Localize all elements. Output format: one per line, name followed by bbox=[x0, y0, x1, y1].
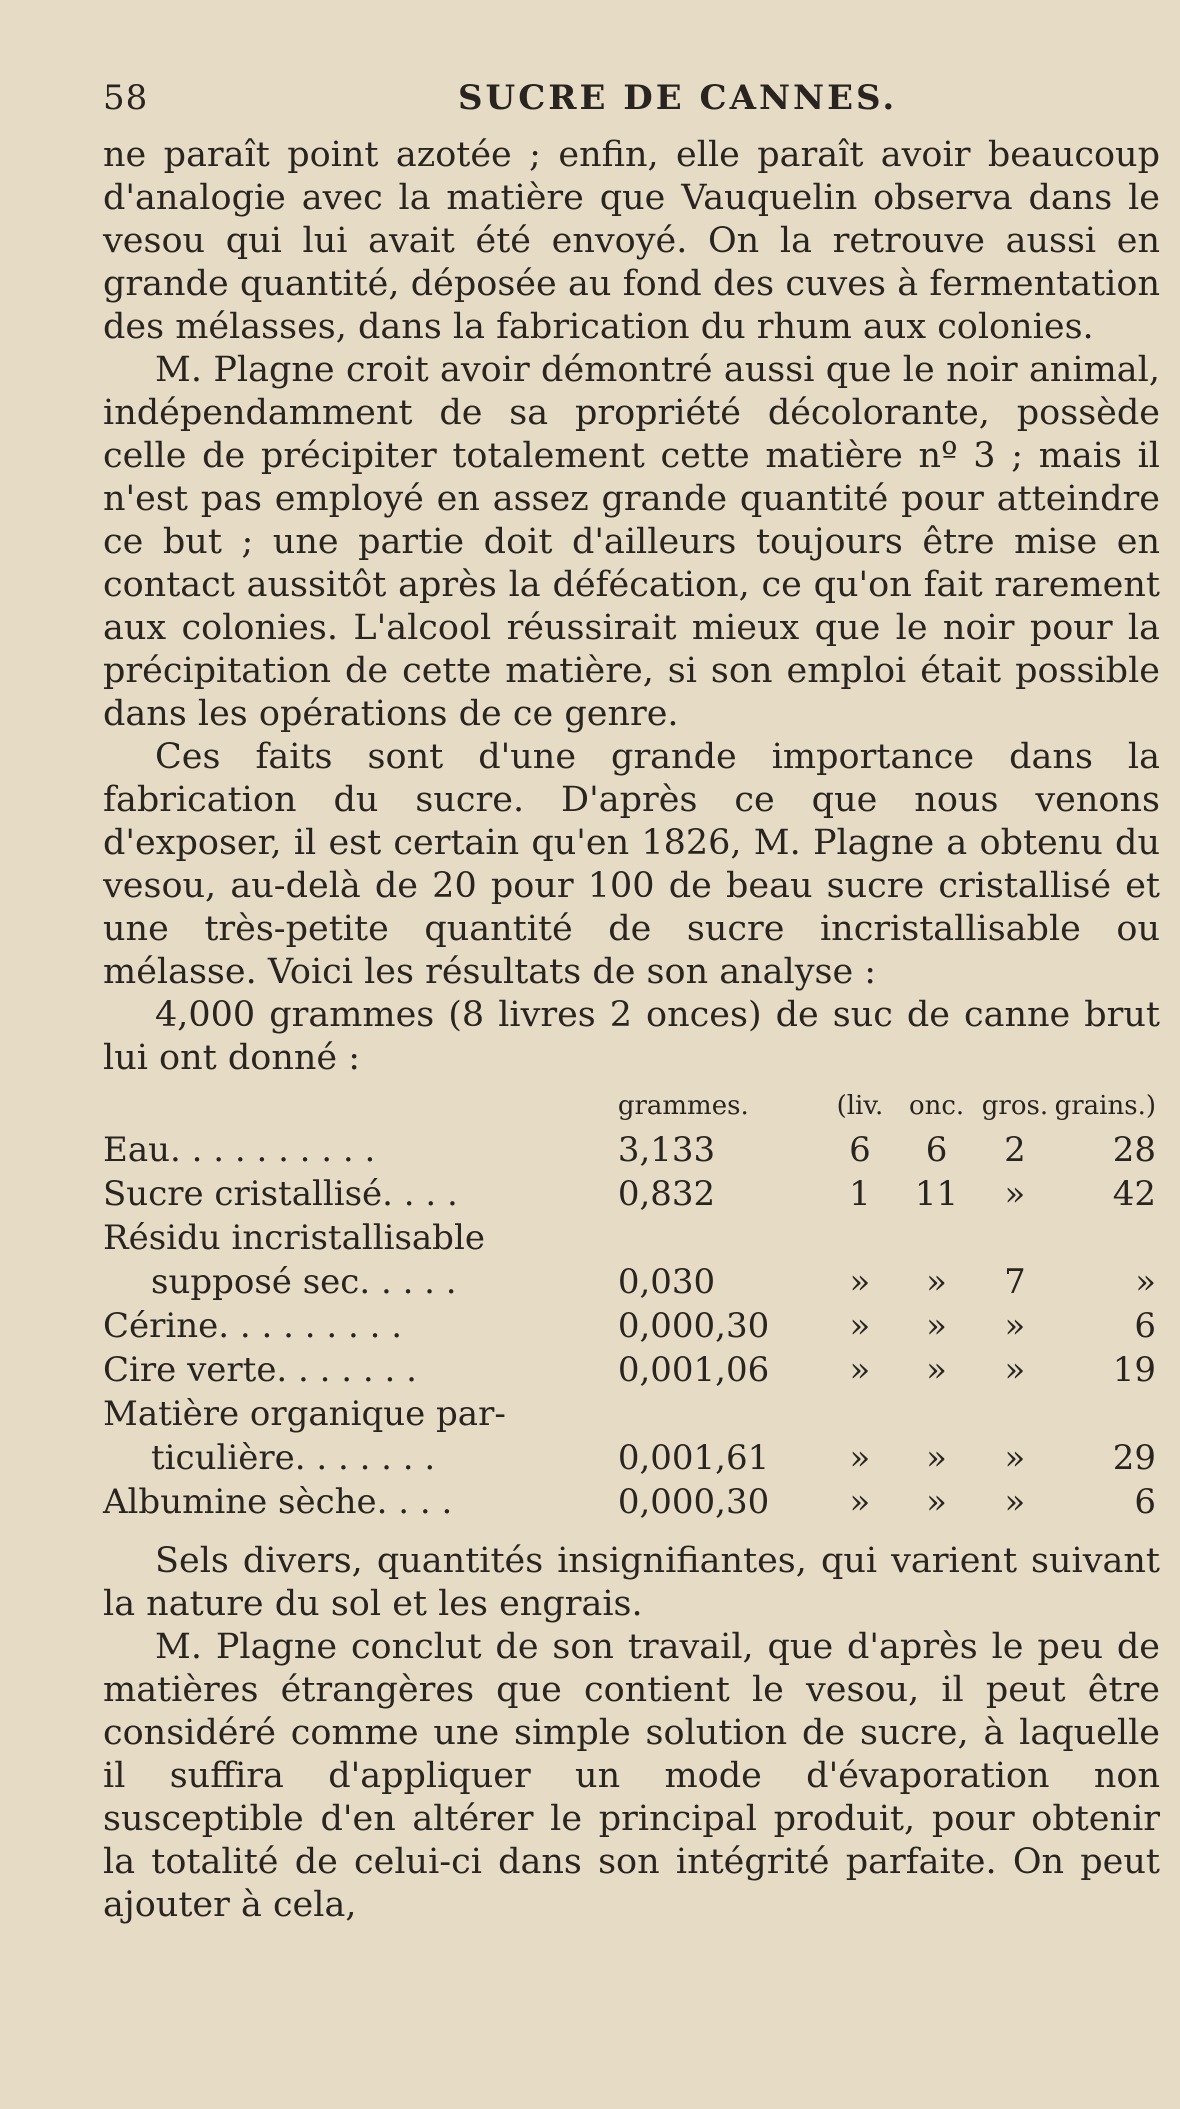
table-header-cell: onc. bbox=[908, 1091, 965, 1121]
grammes-cell: 0,000,30 bbox=[617, 1306, 770, 1346]
livres-cell bbox=[822, 1392, 898, 1436]
grammes-cell: 0,000,30 bbox=[617, 1482, 770, 1522]
table-row bbox=[103, 1348, 1160, 1392]
onces-cell: » bbox=[926, 1262, 947, 1302]
onces-cell: » bbox=[926, 1306, 947, 1346]
gros-cell: 7 bbox=[1004, 1262, 1026, 1302]
onces-cell bbox=[898, 1216, 975, 1260]
grammes-cell: 0,001,61 bbox=[617, 1438, 770, 1478]
table-header-cell bbox=[103, 1084, 618, 1128]
table-row bbox=[103, 1304, 1160, 1348]
row-label: Cérine. . . . . . . . . bbox=[103, 1306, 403, 1346]
grammes-cell: 3,133 bbox=[617, 1130, 716, 1170]
row-label: Albumine sèche. . . . bbox=[103, 1482, 453, 1522]
grains-cell bbox=[1055, 1216, 1160, 1260]
onces-cell: » bbox=[926, 1438, 947, 1478]
grains-cell: 19 bbox=[1112, 1350, 1156, 1390]
grains-cell: 6 bbox=[1134, 1482, 1156, 1522]
table-row bbox=[103, 1128, 1160, 1172]
table-header-cell: grammes. bbox=[617, 1091, 749, 1121]
onces-cell: 11 bbox=[914, 1174, 959, 1214]
row-label: supposé sec. . . . . bbox=[151, 1262, 457, 1302]
grammes-cell bbox=[618, 1216, 822, 1260]
livres-cell: 6 bbox=[849, 1130, 871, 1170]
grammes-cell: 0,001,06 bbox=[617, 1350, 770, 1390]
paragraph: ne paraît point azotée ; enfin, elle paraît avoir beaucoup d'analogie avec la matière que Vauquelin observa dans le vesou qui lui avait été envoyé. On la retrouve aussi en grande quantité, déposée au fond des cuves à fermentation des mélasses, dans la fabrication du rhum aux colonies. bbox=[103, 135, 1160, 347]
gros-cell: » bbox=[1004, 1350, 1026, 1390]
table-row bbox=[103, 1260, 1160, 1304]
livres-cell: » bbox=[849, 1438, 871, 1478]
grains-cell: 42 bbox=[1112, 1174, 1156, 1214]
gros-cell: » bbox=[1004, 1482, 1026, 1522]
row-label: Résidu incristallisable bbox=[103, 1218, 485, 1258]
livres-cell: » bbox=[849, 1350, 871, 1390]
grains-cell: 6 bbox=[1134, 1306, 1156, 1346]
grammes-cell: 0,030 bbox=[617, 1262, 716, 1302]
page-body bbox=[103, 134, 1160, 1927]
running-title: SUCRE DE CANNES. bbox=[458, 78, 898, 118]
analysis-table bbox=[103, 1084, 1160, 1524]
gros-cell bbox=[975, 1392, 1054, 1436]
table-header-cell: grains.) bbox=[1054, 1091, 1156, 1121]
table-row bbox=[103, 1436, 1160, 1480]
table-row bbox=[103, 1172, 1160, 1216]
page-header bbox=[103, 78, 1160, 128]
livres-cell: » bbox=[849, 1262, 871, 1302]
paragraph: 4,000 grammes (8 livres 2 onces) de suc de canne brut lui ont donné : bbox=[103, 995, 1160, 1078]
table-header-cell: (liv. bbox=[836, 1091, 884, 1121]
table-row bbox=[103, 1480, 1160, 1524]
table-header-cell: gros. bbox=[981, 1091, 1049, 1121]
table-row bbox=[103, 1216, 1160, 1260]
onces-cell: » bbox=[926, 1482, 947, 1522]
grains-cell: » bbox=[1135, 1262, 1156, 1302]
onces-cell: » bbox=[926, 1350, 947, 1390]
paragraph: M. Plagne conclut de son travail, que d'après le peu de matières étrangères que contient le vesou, il peut être considéré comme une simple solution de sucre, à laquelle il suffira d'appliquer un mode d'évaporation non susceptible d'en altérer le principal produit, pour obtenir la totalité de celui-ci dans son intégrité parfaite. On peut ajouter à cela, bbox=[103, 1627, 1160, 1925]
livres-cell bbox=[822, 1216, 898, 1260]
row-label: ticulière. . . . . . . bbox=[151, 1438, 436, 1478]
paragraph: Sels divers, quantités insignifiantes, qui varient suivant la nature du sol et les engrais. bbox=[103, 1541, 1160, 1624]
livres-cell: » bbox=[849, 1482, 871, 1522]
page-number: 58 bbox=[103, 78, 149, 118]
gros-cell: » bbox=[1004, 1306, 1026, 1346]
row-label: Eau. . . . . . . . . . bbox=[103, 1130, 376, 1170]
gros-cell: » bbox=[1004, 1438, 1026, 1478]
grains-cell: 28 bbox=[1112, 1130, 1156, 1170]
grammes-cell: 0,832 bbox=[617, 1174, 716, 1214]
grains-cell bbox=[1055, 1392, 1160, 1436]
grammes-cell bbox=[618, 1392, 822, 1436]
paragraph: M. Plagne croit avoir démontré aussi que le noir animal, indépendamment de sa propriété décolorante, possède celle de précipiter totalement cette matière nº 3 ; mais il n'est pas employé en assez grande quantité pour atteindre ce but ; une partie doit d'ailleurs toujours être mise en contact aussitôt après la défécation, ce qu'on fait rarement aux colonies. L'alcool réussirait mieux que le noir pour la précipitation de cette matière, si son emploi était possible dans les opérations de ce genre. bbox=[103, 350, 1160, 734]
row-label: Cire verte. . . . . . . bbox=[103, 1350, 417, 1390]
table-row bbox=[103, 1392, 1160, 1436]
table-header-row bbox=[103, 1084, 1160, 1128]
gros-cell bbox=[975, 1216, 1054, 1260]
livres-cell: » bbox=[849, 1306, 871, 1346]
livres-cell: 1 bbox=[849, 1174, 871, 1214]
gros-cell: » bbox=[1004, 1174, 1026, 1214]
gros-cell: 2 bbox=[1004, 1130, 1026, 1170]
grains-cell: 29 bbox=[1112, 1438, 1156, 1478]
onces-cell bbox=[898, 1392, 975, 1436]
row-label: Matière organique par- bbox=[103, 1394, 506, 1434]
onces-cell: 6 bbox=[925, 1130, 948, 1170]
row-label: Sucre cristallisé. . . . bbox=[103, 1174, 458, 1214]
paragraph: Ces faits sont d'une grande importance dans la fabrication du sucre. D'après ce que nous venons d'exposer, il est certain qu'en 1826, M. Plagne a obtenu du vesou, au-delà de 20 pour 100 de beau sucre cristallisé et une très-petite quantité de sucre incristallisable ou mélasse. Voici les résultats de son analyse : bbox=[103, 737, 1160, 992]
